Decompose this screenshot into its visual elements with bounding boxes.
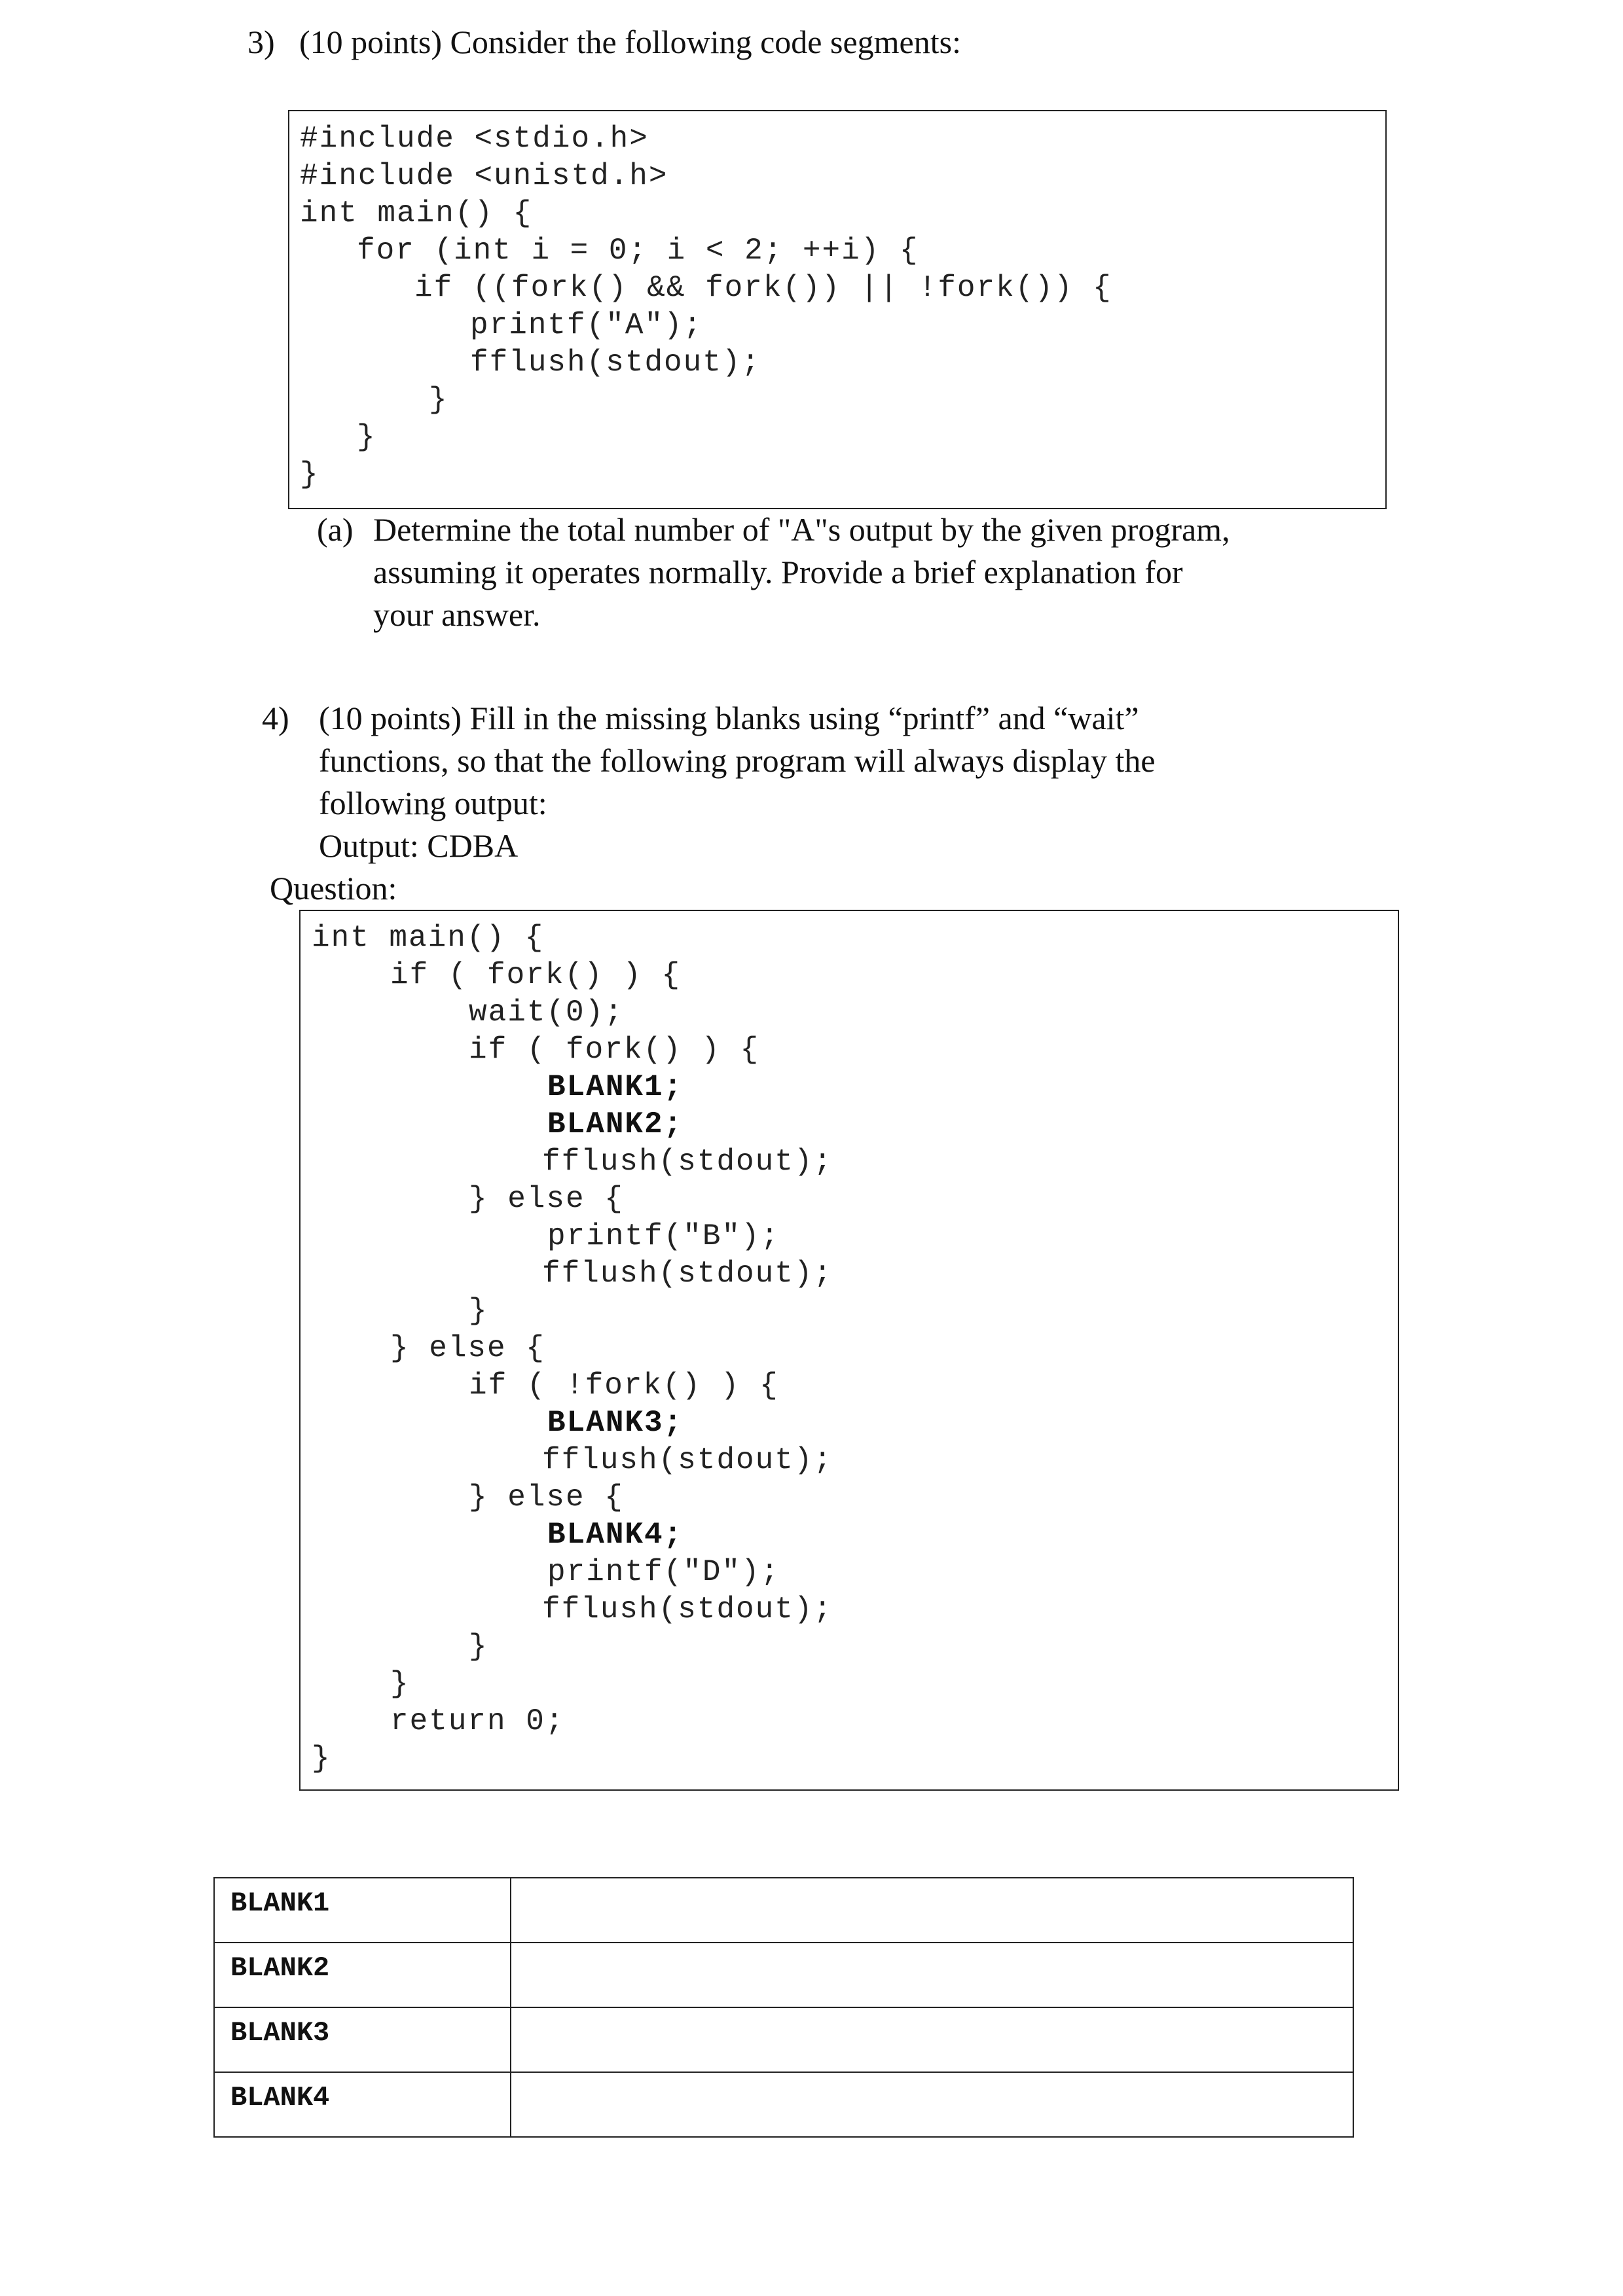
blank1-answer-cell[interactable] <box>511 1878 1353 1943</box>
q4-code-line: } else { <box>390 1331 545 1365</box>
blank4-answer-cell[interactable] <box>511 2072 1353 2137</box>
q4-text-line: functions, so that the following program will always display the <box>319 742 1156 779</box>
q4-blank3-line: BLANK3; <box>547 1406 684 1440</box>
q4-code-line: printf("D"); <box>547 1555 780 1589</box>
q3-header: (10 points) Consider the following code segments: <box>299 24 961 60</box>
answer-row <box>214 1943 1353 2007</box>
q4-blank1-line: BLANK1; <box>547 1070 684 1104</box>
q3-code-line: } <box>357 420 376 454</box>
q4-code-line: } else { <box>469 1182 624 1216</box>
q4-code-line: } else { <box>469 1480 624 1515</box>
q3-code-line: for (int i = 0; i < 2; ++i) { <box>357 234 919 268</box>
q4-code-line: fflush(stdout); <box>542 1145 833 1179</box>
blank2-answer-cell[interactable] <box>511 1943 1353 2007</box>
q3-part-a-line: Determine the total number of "A"s output by the given program, <box>373 511 1230 548</box>
blank2-label: BLANK2 <box>214 1943 511 2007</box>
q4-question-label: Question: <box>270 870 397 906</box>
q4-code-line: printf("B"); <box>547 1219 780 1253</box>
answer-row <box>214 1878 1353 1943</box>
blank4-label: BLANK4 <box>214 2072 511 2137</box>
q3-number: 3) <box>247 24 275 60</box>
q3-code-line: printf("A"); <box>470 308 703 342</box>
blank3-label: BLANK3 <box>214 2007 511 2072</box>
q4-output-line: Output: CDBA <box>319 827 519 864</box>
q4-code-line: fflush(stdout); <box>542 1592 833 1626</box>
q3-code-line: fflush(stdout); <box>470 346 761 380</box>
q4-code-line: fflush(stdout); <box>542 1257 833 1291</box>
q4-blank4-line: BLANK4; <box>547 1518 684 1552</box>
q4-code-line: fflush(stdout); <box>542 1443 833 1477</box>
q3-code-line: #include <stdio.h> <box>300 122 649 156</box>
answer-table <box>213 1877 1354 2138</box>
blank3-answer-cell[interactable] <box>511 2007 1353 2072</box>
q4-number: 4) <box>262 700 289 736</box>
q3-part-a-line: assuming it operates normally. Provide a brief explanation for <box>373 554 1183 590</box>
q4-blank2-line: BLANK2; <box>547 1107 684 1141</box>
q4-code-line: int main() { <box>312 921 545 955</box>
q4-code-line: } <box>390 1667 410 1701</box>
q4-code-line: } <box>312 1742 331 1776</box>
q4-code-line: return 0; <box>390 1704 565 1738</box>
answer-row <box>214 2007 1353 2072</box>
q4-code-line: wait(0); <box>469 996 624 1030</box>
q4-code-line: if ( fork() ) { <box>390 958 682 992</box>
q4-code-line: if ( fork() ) { <box>469 1033 760 1067</box>
answer-row <box>214 2072 1353 2137</box>
q3-part-a-label: (a) <box>317 511 354 548</box>
q3-code-line: } <box>300 457 319 492</box>
q4-code-line: if ( !fork() ) { <box>469 1369 779 1403</box>
q4-code-line: } <box>469 1630 488 1664</box>
q3-code-line: int main() { <box>300 196 533 230</box>
blank1-label: BLANK1 <box>214 1878 511 1943</box>
q4-code-line: } <box>469 1294 488 1328</box>
q3-code-line: } <box>429 383 448 417</box>
q3-part-a-line: your answer. <box>373 596 541 633</box>
q3-code-line: #include <unistd.h> <box>300 159 668 193</box>
q3-code-line: if ((fork() && fork()) || !fork()) { <box>414 271 1112 305</box>
q4-text-line: (10 points) Fill in the missing blanks using “printf” and “wait” <box>319 700 1139 736</box>
q4-text-line: following output: <box>319 785 547 821</box>
